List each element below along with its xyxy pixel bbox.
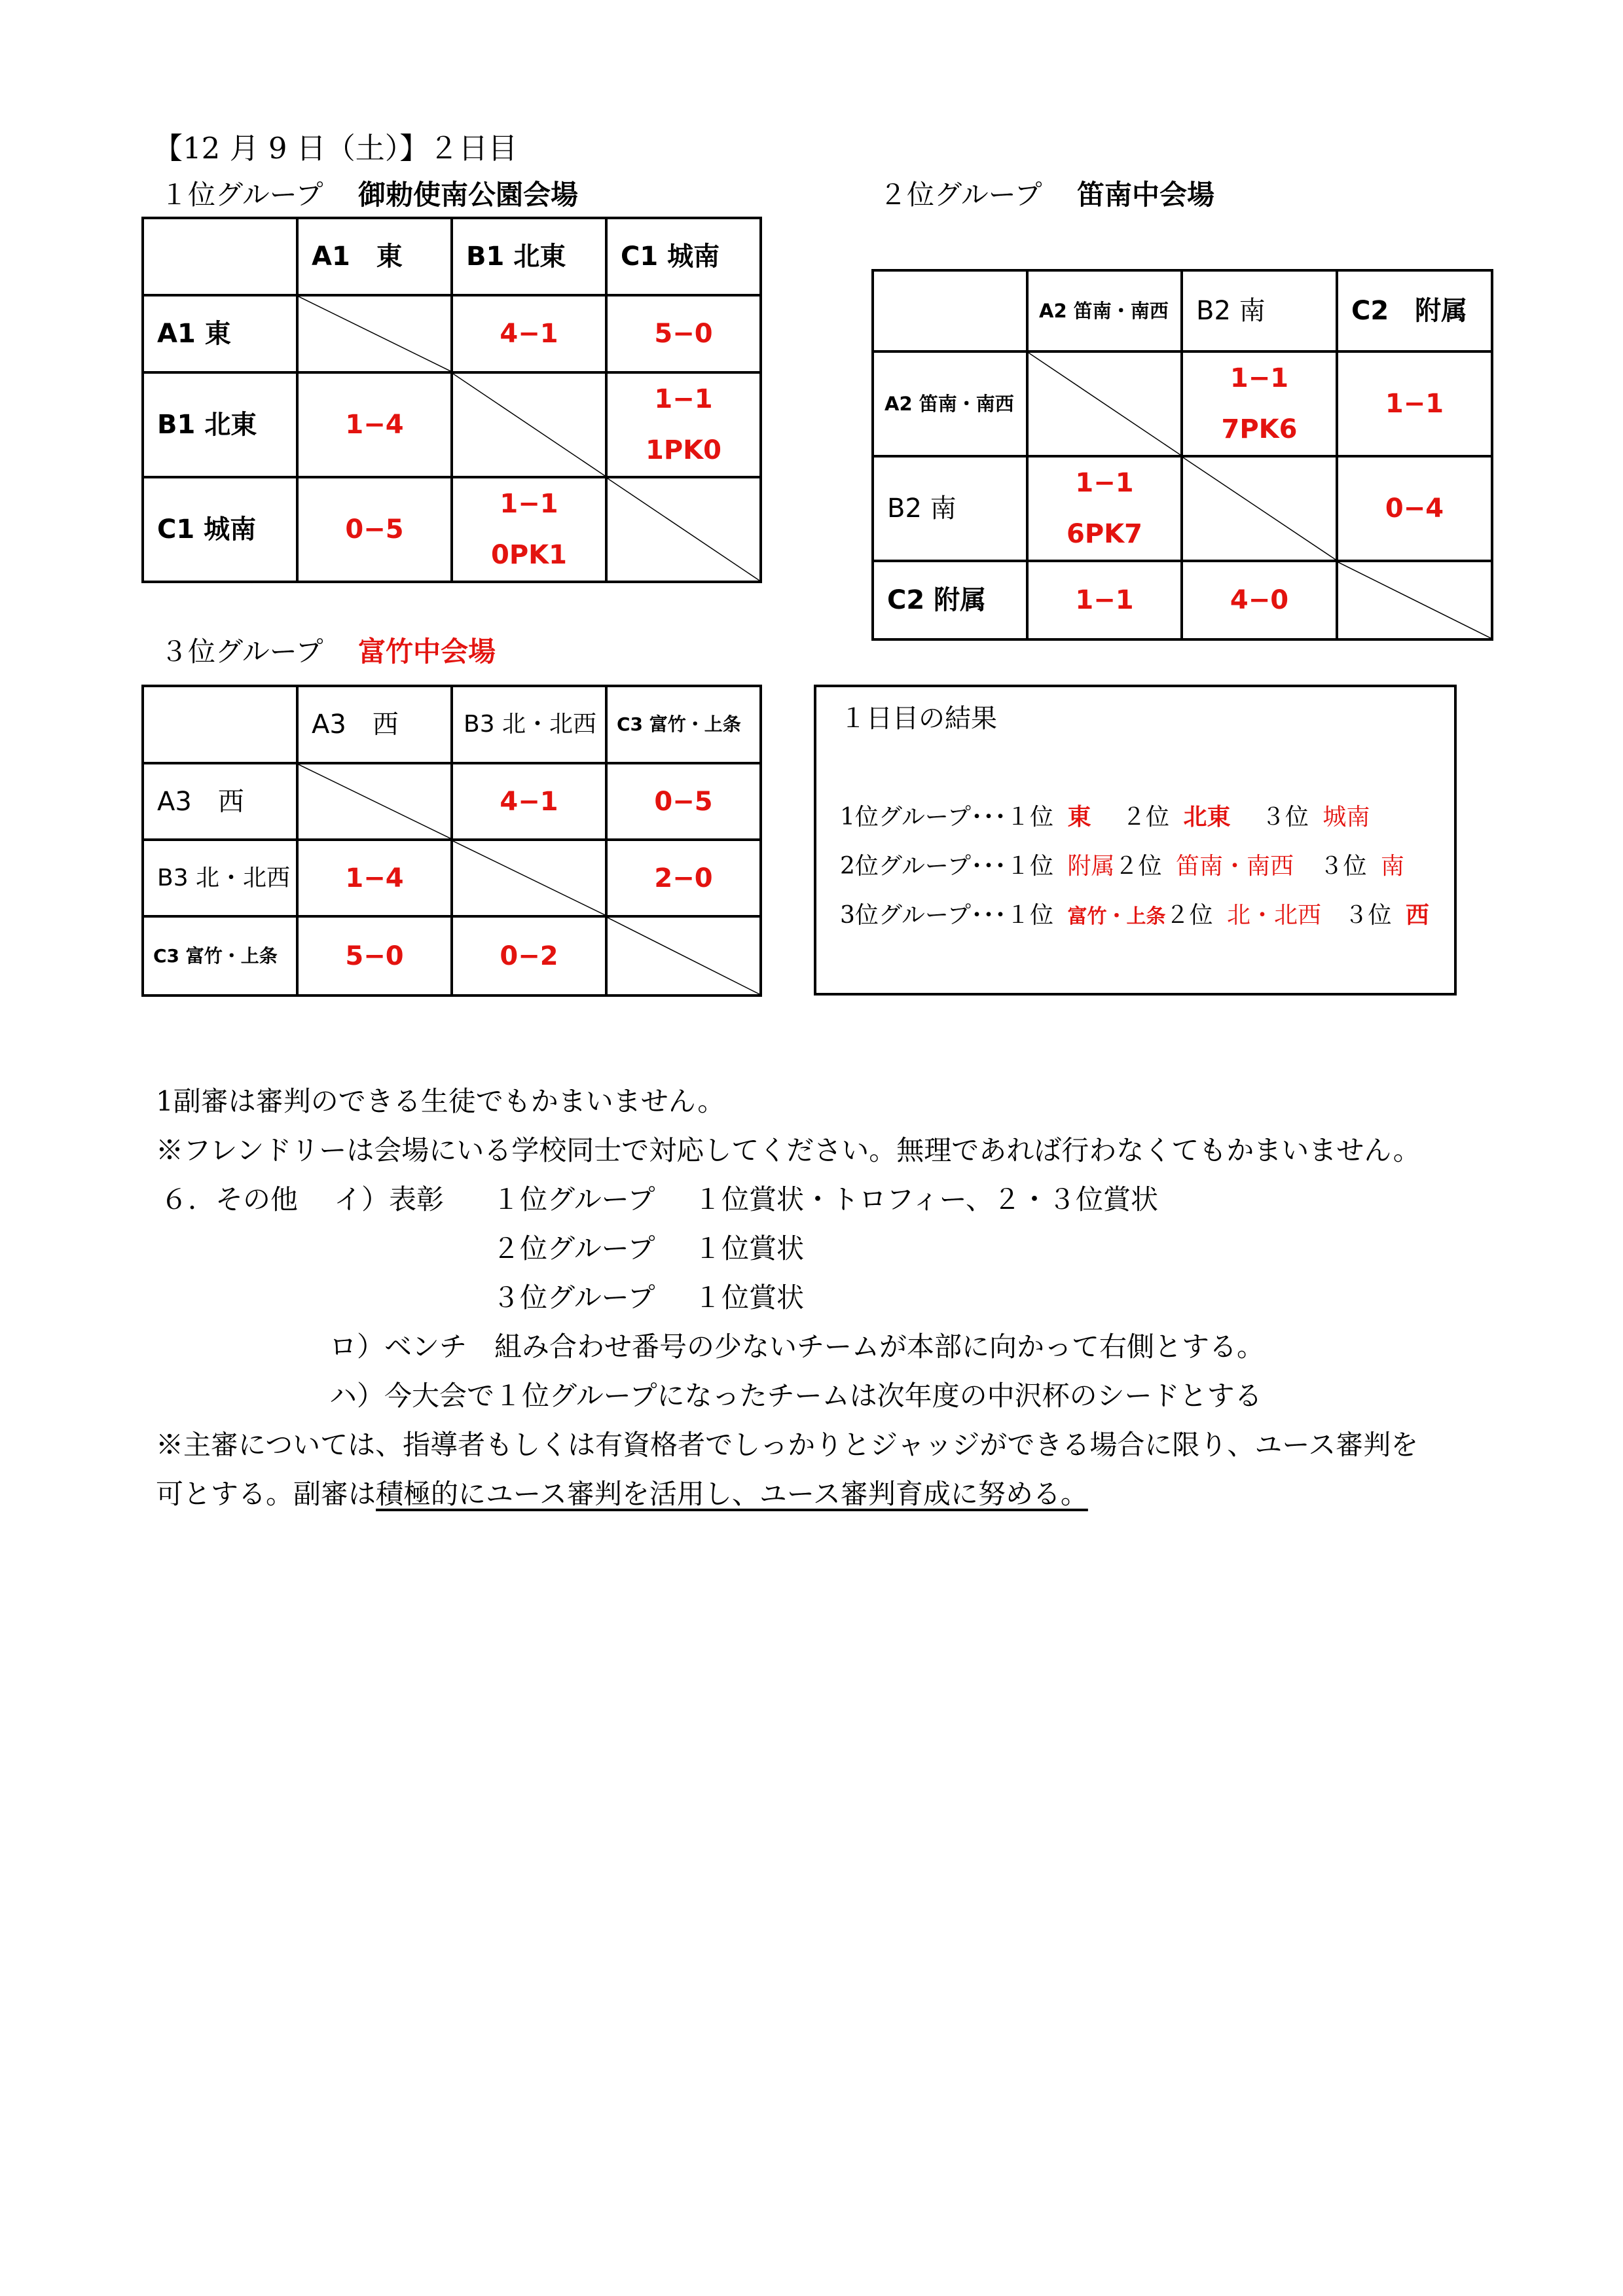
score-cell: 1−1 0PK1 xyxy=(452,477,606,582)
diagonal-cell xyxy=(606,477,761,582)
award-prize: １位賞状・トロフィー、２・３位賞状 xyxy=(694,1183,1158,1215)
group2-heading-label: ２位グループ xyxy=(879,179,1042,211)
note-seed: ハ）今大会で１位グループになったチームは次年度の中沢杯のシードとする xyxy=(329,1380,1262,1412)
column-header: B3 北・北西 xyxy=(452,686,606,763)
note-chief-referee-underlined: 積極的にユース審判を活用し、ユース審判育成に努める。 xyxy=(376,1478,1088,1510)
row-header: B2 南 xyxy=(873,456,1027,561)
score-cell: 1−1 6PK7 xyxy=(1027,456,1182,561)
award-group: ３位グループ xyxy=(492,1282,655,1314)
result-team: 南 xyxy=(1380,853,1404,880)
score-cell: 1−4 xyxy=(297,372,452,477)
group1-heading-label: １位グループ xyxy=(160,179,323,211)
day1-results-title: １日目の結果 xyxy=(840,704,997,734)
rank-label: １位 xyxy=(1006,902,1054,929)
corner-cell xyxy=(143,218,297,295)
note-friendly: ※フレンドリーは会場にいる学校同士で対応してください。無理であれば行わなくてもかまいません。 xyxy=(156,1134,1421,1166)
score-cell: 0−4 xyxy=(1337,456,1492,561)
award-group: １位グループ xyxy=(492,1183,655,1215)
result-team: 笛南・南西 xyxy=(1175,853,1294,880)
row-header: C2 附属 xyxy=(873,561,1027,639)
score-cell: 2−0 xyxy=(606,840,761,916)
score-cell: 1−1 xyxy=(1337,351,1492,456)
group2-venue: 笛南中会場 xyxy=(1077,179,1215,211)
result-team: 富竹・上条 xyxy=(1067,905,1166,928)
page-title: 【12 月 9 日（土）】２日目 xyxy=(153,131,518,166)
result-team: 城南 xyxy=(1322,804,1370,831)
note-chief-referee-cont xyxy=(156,1473,1088,1512)
column-header: C2 附属 xyxy=(1337,270,1492,351)
diagonal-cell xyxy=(297,763,452,840)
row-header: A2 笛南・南西 xyxy=(873,351,1027,456)
column-header: C1 城南 xyxy=(606,218,761,295)
diagonal-cell xyxy=(297,295,452,372)
rank-label: ３位 xyxy=(1344,902,1392,929)
rank-label: ２位 xyxy=(1122,804,1169,831)
group3-heading-label: ３位グループ xyxy=(160,636,323,668)
diagonal-cell xyxy=(452,840,606,916)
diagonal-cell xyxy=(1337,561,1492,639)
group1-table xyxy=(141,217,762,583)
group1-heading xyxy=(160,173,578,213)
row-header: B3 北・北西 xyxy=(143,840,297,916)
score-cell: 4−1 xyxy=(452,763,606,840)
note-referee: 1副審は審判のできる生徒でもかまいません。 xyxy=(156,1085,725,1117)
score-cell: 1−4 xyxy=(297,840,452,916)
result-team: 東 xyxy=(1067,804,1091,831)
group2-heading xyxy=(879,173,1214,213)
score-cell: 4−1 xyxy=(452,295,606,372)
rank-label: １位 xyxy=(1006,853,1054,880)
score-cell: 0−5 xyxy=(606,763,761,840)
rank-label: ３位 xyxy=(1319,853,1367,880)
score-cell: 0−2 xyxy=(452,916,606,996)
result-team: 西 xyxy=(1405,902,1429,929)
column-header: A3 西 xyxy=(297,686,452,763)
result-group: 3位グループ･･･ xyxy=(840,902,1007,929)
corner-cell xyxy=(873,270,1027,351)
group3-heading xyxy=(160,630,496,670)
score-cell: 5−0 xyxy=(606,295,761,372)
day1-result-line xyxy=(840,798,1370,832)
result-team: 北東 xyxy=(1183,804,1231,831)
note-chief-referee-part: 可とする。副審は xyxy=(156,1478,376,1510)
note-chief-referee: ※主審については、指導者もしくは有資格者でしっかりとジャッジができる場合に限り、ユース審判を xyxy=(156,1429,1419,1461)
corner-cell xyxy=(143,686,297,763)
award-prize: １位賞状 xyxy=(694,1282,805,1314)
group2-table xyxy=(871,269,1493,641)
column-header: A2 笛南・南西 xyxy=(1027,270,1182,351)
row-header: A3 西 xyxy=(143,763,297,840)
row-header: B1 北東 xyxy=(143,372,297,477)
row-header: A1 東 xyxy=(143,295,297,372)
group3-table xyxy=(141,685,762,997)
column-header: C3 富竹・上条 xyxy=(606,686,761,763)
rank-label: ３位 xyxy=(1261,804,1309,831)
day1-result-line xyxy=(840,848,1404,881)
score-cell: 5−0 xyxy=(297,916,452,996)
group1-venue: 御勅使南公園会場 xyxy=(358,179,579,211)
rank-label: １位 xyxy=(1006,804,1054,831)
day1-result-line xyxy=(840,897,1429,930)
rank-label: ２位 xyxy=(1165,902,1213,929)
column-header: A1 東 xyxy=(297,218,452,295)
column-header: B2 南 xyxy=(1182,270,1337,351)
result-group: 2位グループ･･･ xyxy=(840,853,1007,880)
score-cell: 1−1 xyxy=(1027,561,1182,639)
group3-venue: 富竹中会場 xyxy=(358,636,496,668)
award-group: ２位グループ xyxy=(492,1232,655,1265)
score-cell: 1−1 1PK0 xyxy=(606,372,761,477)
note-award-label: イ）表彰 xyxy=(334,1183,445,1215)
rank-label: ２位 xyxy=(1114,853,1162,880)
row-header: C3 富竹・上条 xyxy=(143,916,297,996)
diagonal-cell xyxy=(606,916,761,996)
diagonal-cell xyxy=(1182,456,1337,561)
row-header: C1 城南 xyxy=(143,477,297,582)
result-group: 1位グループ･･･ xyxy=(840,804,1007,831)
award-prize: １位賞状 xyxy=(694,1232,805,1265)
diagonal-cell xyxy=(1027,351,1182,456)
score-cell: 1−1 7PK6 xyxy=(1182,351,1337,456)
day1-results-box xyxy=(814,685,1457,996)
column-header: B1 北東 xyxy=(452,218,606,295)
score-cell: 4−0 xyxy=(1182,561,1337,639)
result-team: 北・北西 xyxy=(1226,902,1321,929)
result-team: 附属 xyxy=(1067,853,1115,880)
score-cell: 0−5 xyxy=(297,477,452,582)
diagonal-cell xyxy=(452,372,606,477)
note-bench: ロ）ベンチ 組み合わせ番号の少ないチームが本部に向かって右側とする。 xyxy=(329,1331,1265,1363)
note-other-label: ６．その他 xyxy=(160,1183,299,1215)
